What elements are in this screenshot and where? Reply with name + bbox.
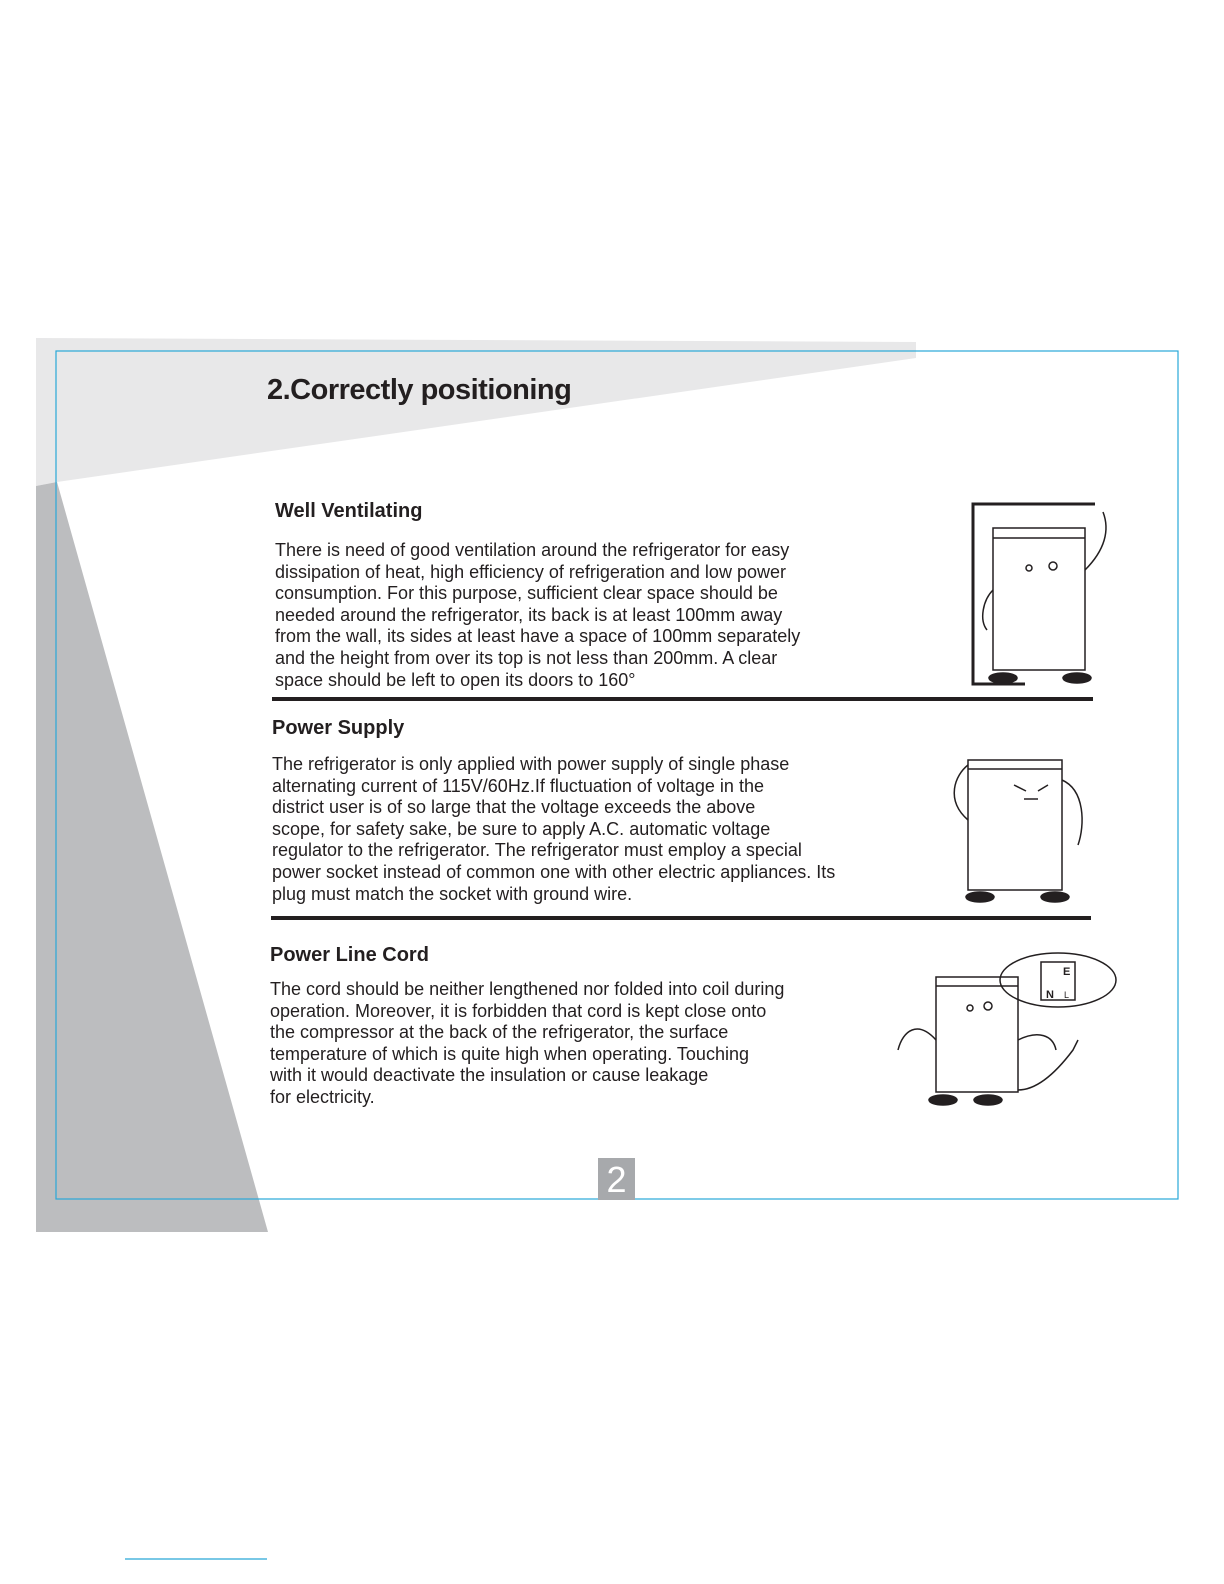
fridge-power-cord-illustration: [878, 950, 1123, 1110]
socket-label-earth: E: [1063, 966, 1071, 978]
socket-label-neutral: N: [1046, 989, 1054, 1001]
page-number: 2: [598, 1158, 635, 1200]
light-gray-band: [36, 338, 916, 486]
page-title: 2.Correctly positioning: [267, 374, 572, 406]
section-heading-power-cord: Power Line Cord: [270, 944, 429, 966]
fridge-ventilation-illustration: [965, 500, 1125, 690]
section-heading-ventilating: Well Ventilating: [275, 500, 423, 522]
section-divider: [272, 697, 1093, 701]
socket-label-live: L: [1064, 990, 1070, 1000]
section-heading-power-supply: Power Supply: [272, 717, 405, 739]
section-body-ventilating: There is need of good ventilation around the refrigerator for easy dissipation of heat, high efficiency of refrigeration and low power consumption. For this purpose, sufficient clear space should be needed around the refrigerator, its back is at least 100mm away from the wall, its sides at least have a space of 100mm separately and the height from over its top is not less than 200mm. A clear space should be left to open its doors to 160°: [275, 540, 801, 690]
fridge-power-supply-illustration: [940, 755, 1090, 905]
dark-gray-band: [36, 482, 268, 1232]
section-body-power-cord: The cord should be neither lengthened nor folded into coil during operation. Moreover, it is forbidden that cord is kept close onto the compressor at the back of the refrigerator, the surface temperature of which is quite high when operating. Touching with it would deactivate the insulation or cause leakage for electricity.: [270, 979, 785, 1107]
section-body-power-supply: The refrigerator is only applied with power supply of single phase alternating current of 115V/60Hz.If fluctuation of voltage in the district user is of so large that the voltage exceeds the above scope, for safety sake, be sure to apply A.C. automatic voltage regulator to the refrigerator. The refrigerator must employ a special power socket instead of common one with other electric appliances. Its plug must match the socket with ground wire.: [272, 754, 836, 904]
section-divider: [271, 916, 1091, 920]
